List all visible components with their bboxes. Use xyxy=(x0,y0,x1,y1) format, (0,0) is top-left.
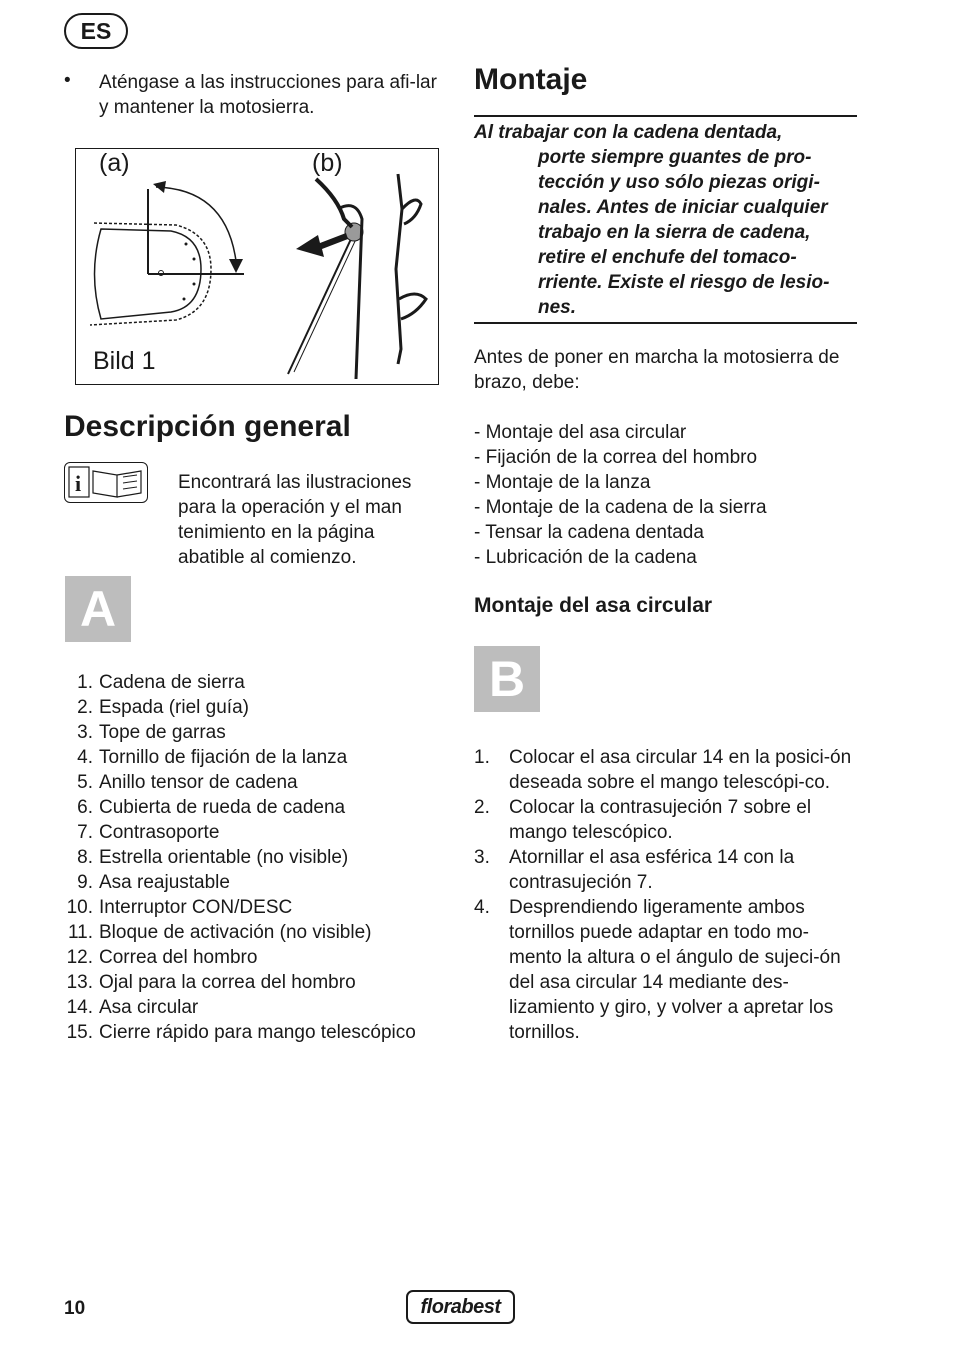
list-item-number: 3. xyxy=(77,722,93,743)
list-item xyxy=(64,995,449,1020)
list-item-text: Cadena de sierra xyxy=(99,672,245,693)
list-item-text: Contrasoporte xyxy=(99,822,220,843)
info-book-icon xyxy=(64,462,148,503)
list-item xyxy=(64,945,449,970)
list-item-number: 1. xyxy=(77,672,93,693)
list-item-number: 5. xyxy=(77,772,93,793)
list-item-text: Asa reajustable xyxy=(99,872,230,893)
list-item-text: Desprendiendo ligeramente ambos tornillos puede adaptar en todo mo-mento la altura o el ángulo de sujeci-ón del asa circular 14 mediante des-lizamiento y giro, y volver a apretar los tornillos. xyxy=(509,897,841,1043)
list-item-number: 3. xyxy=(474,847,490,868)
list-item xyxy=(64,870,449,895)
list-item xyxy=(64,895,449,920)
list-item-number: 7. xyxy=(77,822,93,843)
list-item-text: Atornillar el asa esférica 14 con la contrasujeción 7. xyxy=(509,847,795,893)
list-item-number: 4. xyxy=(77,747,93,768)
warning-top-rule xyxy=(474,115,857,117)
bullet-text: Aténgase a las instrucciones para afi-lar y mantener la motosierra. xyxy=(99,72,437,118)
list-item: - Montaje del asa circular xyxy=(474,422,687,443)
bullet-marker: • xyxy=(64,70,71,91)
list-item xyxy=(64,1020,449,1045)
list-item-number: 4. xyxy=(474,897,490,918)
list-item-number: 12. xyxy=(66,947,93,968)
list-item xyxy=(64,845,449,870)
warning-first-line: Al trabajar con la cadena dentada, xyxy=(474,122,783,143)
list-item-text: Colocar la contrasujeción 7 sobre el mango telescópico. xyxy=(509,797,812,843)
list-item-text: Tope de garras xyxy=(99,722,226,743)
language-badge: ES xyxy=(64,13,128,49)
list-item-text: Cubierta de rueda de cadena xyxy=(99,797,346,818)
list-item-text: Correa del hombro xyxy=(99,947,258,968)
list-item-number: 2. xyxy=(474,797,490,818)
list-item-number: 10. xyxy=(66,897,93,918)
list-item xyxy=(64,720,449,745)
list-item-number: 6. xyxy=(77,797,93,818)
subsection-title-circular-handle: Montaje del asa circular xyxy=(474,594,713,617)
list-item: - Tensar la cadena dentada xyxy=(474,522,704,543)
brand-logo: florabest xyxy=(406,1290,515,1324)
safety-warning xyxy=(474,120,859,320)
list-item xyxy=(64,770,449,795)
list-item xyxy=(474,895,859,1045)
parts-list xyxy=(64,670,449,1045)
list-item-text: Espada (riel guía) xyxy=(99,697,249,718)
info-text: Encontrará las ilustraciones para la operación y el man tenimiento en la página abatible al comienzo. xyxy=(178,472,412,568)
list-item-number: 11. xyxy=(67,922,93,943)
list-item-number: 13. xyxy=(66,972,93,993)
figure-box-a: A xyxy=(65,576,131,642)
list-item: - Montaje de la cadena de la sierra xyxy=(474,497,767,518)
list-item: - Lubricación de la cadena xyxy=(474,547,697,568)
figure-label-a: (a) xyxy=(99,149,130,177)
list-item xyxy=(64,695,449,720)
list-item-number: 14. xyxy=(66,997,93,1018)
figure-box-b: B xyxy=(474,646,540,712)
list-item-text: Ojal para la correa del hombro xyxy=(99,972,356,993)
list-item-text: Interruptor CON/DESC xyxy=(99,897,293,918)
chainsaw-illustration xyxy=(76,149,437,383)
intro-text: Antes de poner en marcha la motosierra de brazo, debe: xyxy=(474,347,840,393)
warning-body: porte siempre guantes de pro-tección y uso sólo piezas origi-nales. Antes de iniciar cualquier trabajo en la sierra de cadena, retire el enchufe del tomaco-rriente. Existe el riesgo de lesio-nes. xyxy=(538,147,830,318)
figure-label-b: (b) xyxy=(312,149,343,177)
list-item-text: Estrella orientable (no visible) xyxy=(99,847,349,868)
list-item-text: Colocar el asa circular 14 en la posici-ón deseada sobre el mango telescópi-co. xyxy=(509,747,852,793)
list-item xyxy=(474,845,859,895)
list-item-text: Anillo tensor de cadena xyxy=(99,772,298,793)
list-item-text: Asa circular xyxy=(99,997,199,1018)
figure-bild-1 xyxy=(75,148,439,385)
section-title-assembly: Montaje xyxy=(474,63,588,96)
page-number: 10 xyxy=(64,1298,86,1319)
list-item xyxy=(474,795,859,845)
list-item xyxy=(64,670,449,695)
list-item: - Montaje de la lanza xyxy=(474,472,651,493)
list-item xyxy=(64,820,449,845)
list-item xyxy=(64,920,449,945)
list-item-number: 15. xyxy=(66,1022,93,1043)
list-item xyxy=(64,795,449,820)
instructions-list xyxy=(474,745,859,1045)
list-item-number: 8. xyxy=(77,847,93,868)
list-item-number: 1. xyxy=(474,747,490,768)
figure-caption: Bild 1 xyxy=(93,347,156,375)
list-item xyxy=(64,745,449,770)
list-item xyxy=(474,745,859,795)
warning-bottom-rule xyxy=(474,322,857,324)
list-item: - Fijación de la correa del hombro xyxy=(474,447,758,468)
list-item xyxy=(64,970,449,995)
list-item-number: 2. xyxy=(77,697,93,718)
list-item-text: Tornillo de fijación de la lanza xyxy=(99,747,348,768)
list-item-number: 9. xyxy=(77,872,93,893)
assembly-steps-overview xyxy=(474,420,859,570)
list-item-text: Cierre rápido para mango telescópico xyxy=(99,1022,416,1043)
list-item-text: Bloque de activación (no visible) xyxy=(99,922,372,943)
section-title-general-description: Descripción general xyxy=(64,410,351,443)
svg-text:i: i xyxy=(75,471,82,496)
